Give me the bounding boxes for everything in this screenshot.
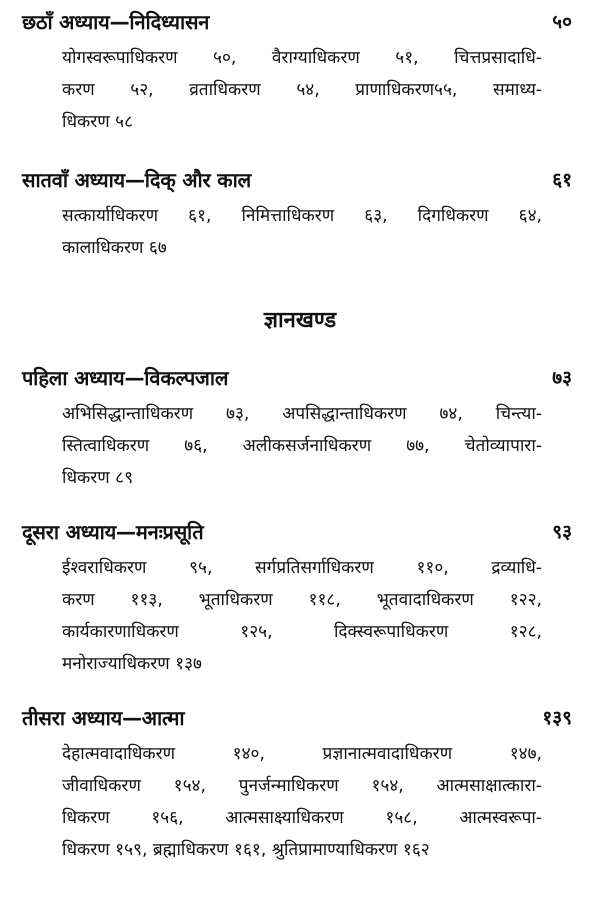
chapter-page-number: ७३ (552, 367, 572, 389)
chapter-topics (62, 738, 542, 866)
section-heading: ज्ञानखण्ड (263, 308, 337, 333)
chapter-header (0, 704, 600, 738)
topic-line: धिकरण १५६, आत्मसाक्ष्याधिकरण १५८, आत्मस्वरूपा- (62, 808, 542, 828)
chapter-header (0, 8, 600, 42)
chapter-header (0, 364, 600, 398)
chapter-6 (0, 8, 600, 138)
chapter-7 (0, 166, 600, 264)
topic-line: ईश्वराधिकरण ९५, सर्गप्रतिसर्गाधिकरण ११०, द्रव्याधि- (62, 558, 542, 578)
chapter-title: दूसरा अध्याय—मनःप्रसूति (22, 520, 204, 544)
chapter-header (0, 166, 600, 200)
chapter-title: पहिला अध्याय—विकल्पजाल (22, 366, 229, 390)
chapter-page-number: ५० (552, 11, 572, 33)
chapter-3 (0, 704, 600, 866)
chapter-title: तीसरा अध्याय—आत्मा (22, 706, 185, 730)
topic-line: धिकरण १५९, ब्रह्माधिकरण १६१, श्रुतिप्रामाण्याधिकरण १६२ (62, 840, 430, 860)
topic-line: मनोराज्याधिकरण १३७ (62, 654, 202, 674)
chapter-topics (62, 42, 542, 138)
topic-line: करण ५२, व्रताधिकरण ५४, प्राणाधिकरण५५, समाध्य- (62, 80, 542, 100)
chapter-page-number: १३९ (542, 707, 572, 729)
topic-line: धिकरण ५८ (62, 112, 134, 132)
chapter-title: छठाँ अध्याय—निदिध्यासन (22, 10, 210, 34)
chapter-title: सातवाँ अध्याय—दिक् और काल (22, 168, 251, 192)
topic-line: कालाधिकरण ६७ (62, 238, 167, 258)
topic-line: स्तित्वाधिकरण ७६, अलीकसर्जनाधिकरण ७७, चेतोव्यापारा- (62, 436, 542, 456)
chapter-topics (62, 552, 542, 680)
topic-line: अभिसिद्धान्ताधिकरण ७३, अपसिद्धान्ताधिकरण ७४, चिन्त्या- (62, 404, 542, 424)
chapter-2 (0, 518, 600, 680)
topic-line: देहात्मवादाधिकरण १४०, प्रज्ञानात्मवादाधिकरण १४७, (62, 744, 542, 764)
topic-line: जीवाधिकरण १५४, पुनर्जन्माधिकरण १५४, आत्मसाक्षात्कारा- (62, 776, 542, 796)
topic-line: सत्कार्याधिकरण ६१, निमित्ताधिकरण ६३, दिगधिकरण ६४, (62, 206, 542, 226)
chapter-topics (62, 200, 542, 264)
topic-line: कार्यकारणाधिकरण १२५, दिक्स्वरूपाधिकरण १२८, (62, 622, 542, 642)
topic-line: योगस्वरूपाधिकरण ५०, वैराग्याधिकरण ५१, चित्तप्रसादाधि- (62, 48, 542, 68)
chapter-header (0, 518, 600, 552)
chapter-page-number: ६१ (552, 169, 572, 191)
chapter-topics (62, 398, 542, 494)
topic-line: करण ११३, भूताधिकरण ११८, भूतवादाधिकरण १२२, (62, 590, 542, 610)
topic-line: धिकरण ८९ (62, 468, 134, 488)
chapter-1 (0, 364, 600, 494)
chapter-page-number: ९३ (552, 521, 572, 543)
